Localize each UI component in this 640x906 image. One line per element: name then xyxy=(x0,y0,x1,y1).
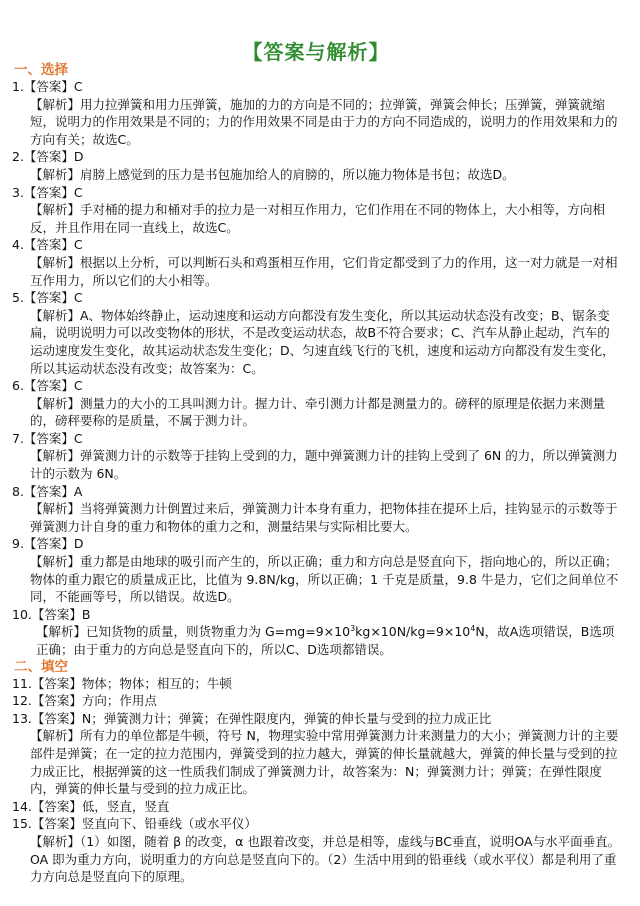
exponent-2: 4 xyxy=(470,624,476,634)
answer-14: 14.【答案】低，竖直，竖直 xyxy=(12,798,170,814)
answer-6: 6.【答案】C xyxy=(12,378,83,394)
explanation-2: 【解析】肩膀上感觉到的压力是书包施加给人的肩膀的，所以施力物体是书包；故选D。 xyxy=(30,166,515,182)
answer-5: 5.【答案】C xyxy=(12,290,83,306)
answer-15: 15.【答案】竖直向下、铅垂线（或水平仪） xyxy=(12,816,257,832)
exponent-1: 3 xyxy=(350,624,356,634)
explanation-1: 【解析】用力拉弹簧和用力压弹簧，施加的力的方向是不同的；拉弹簧，弹簧会伸长；压弹簧，弹簧就缩短，说明力的作用效果是不同的；力的作用效果不同是由于力的方向不同造成的，说明力的作用效果和力的方向有关；故选C。 xyxy=(30,96,618,147)
answer-13: 13.【答案】N；弹簧测力计；弹簧；在弹性限度内，弹簧的伸长量与受到的拉力成正比 xyxy=(12,710,492,726)
explanation-10-part-b: kg×10N/kg=9×10 xyxy=(355,624,471,640)
explanation-5: 【解析】A、物体始终静止，运动速度和运动方向都没有发生变化，所以其运动状态没有改变；B、锯条变扁，说明说明力可以改变物体的形状，不是改变运动状态，故B不符合要求；C、汽车从静止起动，汽车的运动速度发生变化，故其运动状态发生变化；D、匀速直线飞行的飞机，速度和运动方向都没有发生变化，所以其运动状态没有改变；故答案为：C。 xyxy=(30,307,615,376)
explanation-7: 【解析】弹簧测力计的示数等于挂钩上受到的力，题中弹簧测力计的挂钩上受到了 6N 的力，所以弹簧测力计的示数为 6N。 xyxy=(30,448,618,482)
answer-11: 11.【答案】物体；物体；相互的；牛顿 xyxy=(12,675,232,691)
answer-2: 2.【答案】D xyxy=(12,149,84,165)
answer-3: 3.【答案】C xyxy=(12,184,83,200)
explanation-13: 【解析】所有力的单位都是牛顿，符号 N，物理实验中常用弹簧测力计来测量力的大小；弹簧测力计的主要部件是弹簧；在一定的拉力范围内，弹簧受到的拉力越大，弹簧的伸长量就越大，弹簧的伸长量与受到的拉力成正比，根据弹簧的这一性质我们制成了弹簧测力计，故答案为：N；弹簧测力计；弹簧；在弹性限度内，弹簧的伸长量与受到的拉力成正比。 xyxy=(30,728,619,797)
explanation-3: 【解析】手对桶的提力和桶对手的拉力是一对相互作用力，它们作用在不同的物体上，大小相等，方向相反，并且作用在同一直线上，故选C。 xyxy=(30,202,606,235)
explanation-10-part-c: N，故A选项错误，B选项正确；由于重力的方向总是竖直向下的，所以C、D选项都错误。 xyxy=(36,624,615,657)
answer-4: 4.【答案】C xyxy=(12,237,83,253)
page-title: 【答案与解析】 xyxy=(242,40,390,64)
explanation-15: 【解析】（1）如图，随着 β 的改变，α 也跟着改变，并总是相等，虚线与BC垂直，说明OA与水平面垂直。OA 即为重力方向，说明重力的方向总是竖直向下的。（2）生活中用到的铅垂线（或水平仪）都是利用了重力方向总是竖直向下的原理。 xyxy=(30,833,621,885)
answer-12: 12.【答案】方向；作用点 xyxy=(12,693,157,709)
section-heading-fill: 二、填空 xyxy=(14,658,68,675)
answer-9: 9.【答案】D xyxy=(12,536,84,552)
explanation-4: 【解析】根据以上分析，可以判断石头和鸡蛋相互作用，它们肯定都受到了力的作用，这一对力就是一对相互作用力，所以它们的大小相等。 xyxy=(30,254,618,288)
explanation-8: 【解析】当将弹簧测力计倒置过来后，弹簧测力计本身有重力，把物体挂在提环上后，挂钩显示的示数等于弹簧测力计自身的重力和物体的重力之和，测量结果与实际相比要大。 xyxy=(30,501,618,534)
explanation-9: 【解析】重力都是由地球的吸引而产生的，所以正确；重力和方向总是竖直向下，指向地心的，所以正确；物体的重力跟它的质量成正比，比值为 9.8N/kg，所以正确；1 千克是质量，9.8 牛是力，它们之间单位不同，不能画等号，所以错误。故选D。 xyxy=(30,554,619,605)
explanation-10-part-a: 【解析】已知货物的质量，则货物重力为 G=mg=9×10 xyxy=(36,624,351,640)
explanation-6: 【解析】测量力的大小的工具叫测力计。握力计、牵引测力计都是测量力的。磅秤的原理是依据力来测量的，磅秤要称的是质量，不属于测力计。 xyxy=(30,395,606,429)
answer-8: 8.【答案】A xyxy=(12,483,83,499)
answer-10: 10.【答案】B xyxy=(12,606,91,622)
explanation-10 xyxy=(10,623,622,658)
section-heading-choice: 一、选择 xyxy=(14,62,68,78)
answer-1: 1.【答案】C xyxy=(12,79,83,94)
answer-7: 7.【答案】C xyxy=(12,430,83,446)
